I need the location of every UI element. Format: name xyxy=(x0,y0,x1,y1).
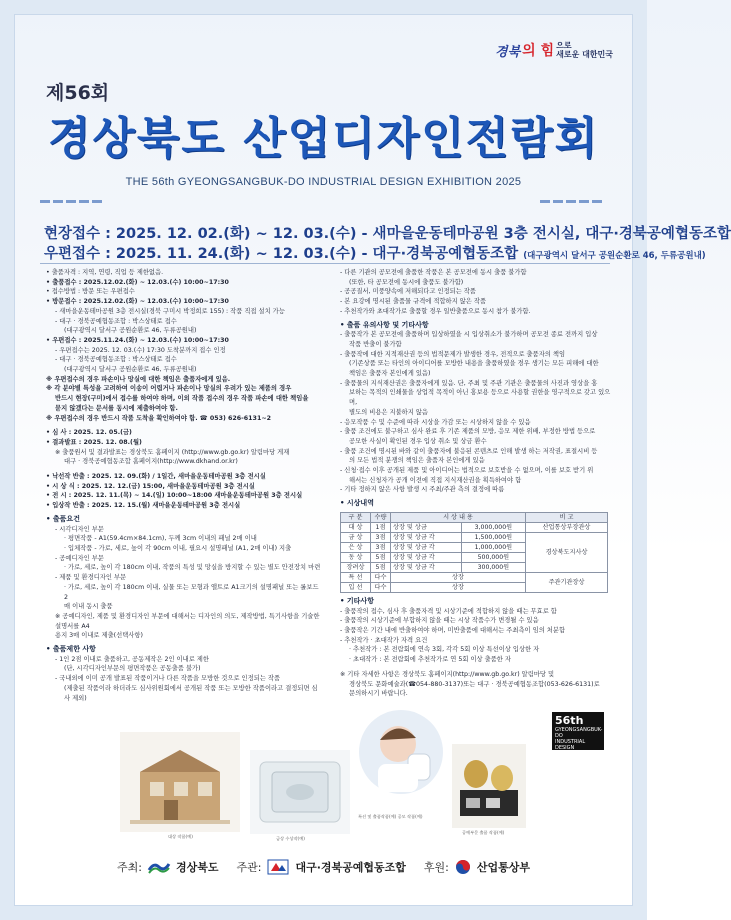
cell-qty: 3점 xyxy=(371,532,391,542)
cell-category: 입 선 xyxy=(341,582,371,592)
craft-size: · 가로, 세로, 높이 각 180cm 이내, 작품의 특성 및 망실을 방지할 수 있는 별도 안전장치 마련 xyxy=(64,564,321,572)
cell-amount: 500,000원 xyxy=(461,552,525,562)
post-deadline: - 우편접수는 2025. 12. 03.(수) 17:30 도착분까지 접수 인정 xyxy=(55,346,226,354)
glass-tray-photo xyxy=(250,750,350,834)
cell-category: 대 상 xyxy=(341,522,371,532)
photo-caption-1: 대상 작품(예) xyxy=(168,834,193,839)
visual-flat: · 평면작품 - A1(59.4cm×84.1cm), 두께 3cm 이내의 패널 2매 이내 xyxy=(64,535,257,543)
note-confirm: ※ 우편접수의 경우 반드시 작품 도착을 확인하여야 함. ☎ 053) 626-6131~2 xyxy=(46,414,271,422)
post-receipt xyxy=(44,242,706,263)
etc-1: - 출품작의 접수, 심사 후 출품자격 및 시상기준에 적합하지 않을 때는 무효로 함 xyxy=(340,607,557,615)
cell-qty: 5점 xyxy=(371,552,391,562)
product-size-2: 매 이내 동시 출품 xyxy=(64,603,113,611)
award-ceremony: • 시 상 식 : 2025. 12. 12.(금) 15:00, 새마을운동테마공원 3층 전시실 xyxy=(46,482,255,490)
organizer-label: 주관: xyxy=(236,861,262,874)
note-onsite-3: 묻지 않겠다는 문서를 동시에 제출하여야 함. xyxy=(55,404,178,412)
restrictions-heading: • 출품제한 사항 xyxy=(46,645,96,654)
product-size: · 가로, 세로, 높이 각 180cm 이내, 실물 또는 모형과 앨트로 A1크기의 설명패널 또는 롤보드 2 xyxy=(64,583,319,601)
cell-amount: 1,500,000원 xyxy=(461,532,525,542)
gyeongbuk-logo xyxy=(495,40,613,60)
cell-qty: 3점 xyxy=(371,542,391,552)
photo-caption-2: 금상 수상작(예) xyxy=(276,836,305,841)
note-1b: 작품 반출이 불가함 xyxy=(349,340,402,348)
post-receipt-detail: • 우편접수 : 2025.11.24.(화) ~ 12.03.(수) 10:00~17:30 xyxy=(46,336,229,344)
photo-caption-3: 특선 및 출품작품(예) 공모 작품(예) xyxy=(358,814,423,819)
host-group xyxy=(117,859,218,875)
note-7b: 해서는 신청자가 공개 이전에 직접 지식재산권을 획득하여야 함 xyxy=(349,476,522,484)
house-model-photo xyxy=(120,732,240,832)
note-7: - 신청·접수 이후 공개된 제품 및 아이디어는 법적으로 보호받을 수 없으며, 이를 보호 받기 위 xyxy=(340,467,594,475)
restriction-2-note: (제출된 작품이라 하더라도 심사위원회에서 공개된 작품 또는 모방한 작품이라고 결정되면 심사 제외) xyxy=(64,684,318,702)
gyeongbuk-emblem-icon xyxy=(148,860,170,874)
exhibition-period: • 전 시 : 2025. 12. 11.(목) ~ 14.(일) 10:00~18:00 새마을운동테마공원 3층 전시실 xyxy=(46,492,303,500)
note-3b: 보하는 목적의 인쇄물을 상업적 목적이 아닌 홍보용 등으로 사용할 권한을 영구적으로 갖고 있으며, xyxy=(349,389,611,407)
note-2b: (기존상품 또는 타인의 아이디어를 모방한 내용을 출품하였을 경우 생기는 모든 피해에 대한 xyxy=(349,360,599,368)
logo-line1: 으로 xyxy=(556,41,572,50)
awards-table xyxy=(340,512,608,593)
cell-qty: 다수 xyxy=(371,582,391,592)
etc-4b: · 초대작가 : 본 전람회에 추천작가로 연 5회 이상 출품한 자 xyxy=(349,656,511,664)
cooperative-logo-icon xyxy=(267,859,289,875)
etc-2: - 출품작의 시상기준에 부합하지 않을 때는 시상 작품수가 변경될 수 있음 xyxy=(340,617,539,625)
th-note: 비 고 xyxy=(526,512,608,522)
visit-place-1: - 새마을운동테마공원 3층 전시실(경북 구미시 박정희로 155) : 작품 직접 설치 가능 xyxy=(55,307,285,315)
cell-content: 상장 및 상금 각 xyxy=(391,552,462,562)
contact-1: ※ 기타 자세한 사항은 경상북도 홈페이지(http://www.gb.go.kr) 알림마당 및 xyxy=(340,670,555,678)
organizer-group xyxy=(236,859,405,875)
awards-table-header xyxy=(341,512,608,522)
post-place: - 대구 · 경북공예협동조합 : 박스상태로 접수 xyxy=(55,356,177,364)
divider xyxy=(40,263,610,264)
badge-number: 56th xyxy=(555,714,584,727)
submission-period: • 출품접수 : 2025.12.02.(화) ~ 12.03.(수) 10:00~17:30 xyxy=(46,278,229,286)
exhibition-title: 경상북도 산업디자인전람회 xyxy=(47,113,600,164)
cell-content: 상장 및 상금 각 xyxy=(391,562,462,572)
note-6b: 의 모든 법적 분쟁의 책임은 출품자 본인에게 있음 xyxy=(349,457,485,465)
visual-3d: · 입체작품 - 가로, 세로, 높이 각 90cm 이내, 필요시 설명패널 (A1, 2매 이내) 지출 xyxy=(64,544,292,552)
post-address: (대구광역시 달서구 공원순환로 46, 두류공원내) xyxy=(64,366,197,374)
restriction-3-note: (또한, 타 공모전에 동시에 출품도 불가함) xyxy=(349,278,464,286)
left-column xyxy=(46,268,321,703)
cell-amount: 1,000,000원 xyxy=(461,542,525,552)
restriction-6: - 추천작가와 초대작가로 출품할 경우 일반출품으로 동시 참가 불가함. xyxy=(340,307,531,315)
th-content: 시 상 내 용 xyxy=(391,512,526,522)
cell-amount: 3,000,000원 xyxy=(461,522,525,532)
etc-4: - 추천작가 · 초대작가 자격 요건 xyxy=(340,636,428,644)
cell-category: 금 상 xyxy=(341,532,371,542)
note-2c: 책임은 출품자 본인에게 있음) xyxy=(349,370,431,378)
rejected-return: • 낙선작 반출 : 2025. 12. 09.(화) / 1일간, 새마을운동테마공원 3층 전시실 xyxy=(46,473,266,481)
post-receipt-address: (대구광역시 달서구 공원순환로 46, 두류공원내) xyxy=(523,251,706,261)
description-note-1: ※ 공예디자인, 제품 및 환경디자인 부문에 대해서는 디자인의 의도, 제작방법, 특기사항을 기술한 설명서를 A4 xyxy=(55,612,320,630)
exhibition-subtitle-en: THE 56th GYEONGSANGBUK-DO INDUSTRIAL DESIGN EXHIBITION 2025 xyxy=(125,176,522,188)
visual-design: - 시각디자인 부문 xyxy=(55,525,104,533)
badge-line1: GYEONGSANGBUK-DO xyxy=(555,727,603,739)
edition-label: 제56회 xyxy=(46,82,110,104)
judging-date: • 심 사 : 2025. 12. 05.(금) xyxy=(46,429,132,437)
eligibility: • 출품자격 : 지역, 연령, 직업 등 제한없음. xyxy=(46,269,164,276)
logo-mark: 의 힘 xyxy=(522,43,555,59)
note-3: - 출품물의 지식재산권은 출품자에게 있음. 단, 주최 및 주관 기관은 출품물의 사진과 영상을 홍 xyxy=(340,379,598,387)
photo-caption-4: 공예부문 출품 작품(예) xyxy=(462,830,505,835)
cell-content: 상장 및 상금 xyxy=(391,522,462,532)
note-2: - 출품작에 대한 지적재산권 등의 법적문제가 발생한 경우, 전적으로 출품자의 책임 xyxy=(340,350,566,358)
cell-category: 장려상 xyxy=(341,562,371,572)
cell-note: 주관기관장상 xyxy=(526,572,608,592)
cell-content: 상장 xyxy=(391,582,526,592)
restriction-1-note: (단, 시각디자인부문의 평면작품은 공동출품 불가) xyxy=(64,665,201,673)
note-5b: 공모한 사실이 확인된 경우 입상 취소 및 상금 환수 xyxy=(349,437,487,445)
contact-3: 문의하시기 바랍니다. xyxy=(349,690,408,698)
result-date: • 결과발표 : 2025. 12. 08.(월) xyxy=(46,438,142,446)
table-row xyxy=(341,572,608,582)
cell-content: 상장 및 상금 각 xyxy=(391,542,462,552)
contact-2: 경상북도 문화예술과(☎054-880-3137)또는 대구 · 경북공예협동조합(053-626-6131)로 xyxy=(349,680,600,688)
cell-category: 특 선 xyxy=(341,572,371,582)
child-product-photo xyxy=(358,704,444,804)
logo-script: 경북 xyxy=(495,44,521,60)
sponsor-name: 산업통상부 xyxy=(476,861,530,874)
awards-heading: • 시상내역 xyxy=(340,499,374,508)
post-receipt-text: 우편접수 : 2025. 11. 24.(화) ~ 12. 03.(수) - 대구·경북공예협동조합 xyxy=(44,246,519,262)
craft-design: - 공예디자인 부문 xyxy=(55,554,104,562)
host-label: 주최: xyxy=(116,861,142,874)
product-design: - 제품 및 환경디자인 부문 xyxy=(55,574,127,582)
host-name: 경상북도 xyxy=(175,861,219,874)
craft-product-photo xyxy=(452,744,526,828)
logo-line2: 새로운 대한민국 xyxy=(556,50,613,59)
visit-receipt: • 방문접수 : 2025.12.02.(화) ~ 12.03.(수) 10:00~17:30 xyxy=(46,298,229,306)
cell-qty: 다수 xyxy=(371,572,391,582)
note-1: - 출품작가 본 공모전에 출품하며 입상하였을 시 입상취소가 불가하며 공모전 종료 전까지 입상 xyxy=(340,331,598,339)
etc-3: - 출품작은 기간 내에 반출하여야 하며, 미반출품에 대해서는 주최측이 임의 처분함 xyxy=(340,626,566,634)
cell-category: 동 상 xyxy=(341,552,371,562)
table-row xyxy=(341,532,608,542)
note-damage: ※ 우편접수의 경우 파손이나 망실에 대한 책임은 출품자에게 있음. xyxy=(46,375,231,383)
onsite-receipt: 현장접수 : 2025. 12. 02.(화) ~ 12. 03.(수) - 새마을운동테마공원 3층 전시실, 대구·경북공예협동조합 xyxy=(44,226,731,242)
result-note-2: 대구 · 경북공예협동조합 홈페이지(http://www.dkhand.or.kr) xyxy=(64,458,238,466)
decorative-dashes-right xyxy=(540,200,602,208)
footer xyxy=(0,845,647,889)
decorative-dashes-left xyxy=(40,200,102,208)
note-3c: 별도의 비용은 지불하지 않음 xyxy=(349,408,428,416)
cell-qty: 1점 xyxy=(371,522,391,532)
sponsor-label: 후원: xyxy=(423,861,449,874)
notes-heading: • 출품 유의사항 및 기타사항 xyxy=(340,320,429,329)
note-onsite-2: 반드시 현장(구미)에서 접수를 하여야 하며, 이외 작품 접수의 경우 작품 파손에 대한 책임을 xyxy=(55,395,309,403)
note-8: - 기타 정하지 않은 사항 발생 시 주최/주관 측의 결정에 따름 xyxy=(340,486,505,494)
badge-line2: INDUSTRIAL DESIGN xyxy=(555,739,586,751)
restriction-5: - 본 요강에 명시된 출품물 규격에 적합하지 않은 작품 xyxy=(340,298,487,306)
etc-4a: · 추천작가 : 본 전람회에 연속 3회, 각각 5회 이상 특선이상 입상한 자 xyxy=(349,646,540,654)
cell-note: 산업통상부장관상 xyxy=(526,522,608,532)
visit-place-2: - 대구 · 경북공예협동조합 : 박스상태로 접수 xyxy=(55,317,177,325)
cell-content: 상장 xyxy=(391,572,526,582)
note-6: - 출품 조건에 명시된 바와 같이 출품자에 불응된 콘텐츠로 인해 발생 하는 저작권, 표절시비 등 xyxy=(340,447,598,455)
etc-heading: • 기타사항 xyxy=(340,596,374,605)
cell-amount: 300,000원 xyxy=(461,562,525,572)
sample-photos xyxy=(0,732,647,842)
taegeuk-emblem-icon xyxy=(455,859,471,875)
th-qty: 수량 xyxy=(371,512,391,522)
organizer-name: 대구·경북공예협동조합 xyxy=(295,861,406,874)
cell-category: 은 상 xyxy=(341,542,371,552)
note-4: - 응모작품 수 및 수준에 따라 시상을 가감 또는 시상하지 않을 수 있음 xyxy=(340,418,531,426)
visit-address: (대구광역시 달서구 공원순환로 46, 두류공원내) xyxy=(64,327,197,335)
submission-method: • 접수방법 : 방문 또는 우편접수 xyxy=(46,288,135,296)
restriction-3: - 다른 기관의 공모전에 출품한 작품은 본 공모전에 동시 출품 불가함 xyxy=(340,269,527,276)
cell-qty: 5점 xyxy=(371,562,391,572)
restriction-2: - 국내외에 이미 공개 발표된 작품이거나 다른 작품을 모방한 것으로 인정되는 작품 xyxy=(55,675,281,683)
badge-line3: EXHIBITION xyxy=(555,751,584,757)
result-note-1: ※ 출품원서 및 결과발표는 경상북도 홈페이지 (http://www.gb.go.kr) 알림마당 게재 xyxy=(55,448,290,456)
right-column xyxy=(340,268,615,699)
th-category: 구 분 xyxy=(341,512,371,522)
cell-note: 경상북도지사상 xyxy=(526,532,608,572)
requirements-heading: • 출품요건 xyxy=(46,514,80,523)
sponsor-group xyxy=(424,859,530,875)
restriction-4: - 공공질서, 미풍양속에 저해되다고 인정되는 작품 xyxy=(340,288,476,296)
description-note-2: 용지 3매 이내로 제출(선택사항) xyxy=(55,632,143,640)
table-row xyxy=(341,522,608,532)
note-onsite-1: ※ 각 분야별 특성을 고려하여 이송이 어렵거나 파손이나 망실의 우려가 있는 제품의 경우 xyxy=(46,385,292,393)
restriction-1: - 1인 2점 이내로 출품하고, 공동제작은 2인 이내로 제한 xyxy=(55,655,209,663)
cell-content: 상장 및 상금 각 xyxy=(391,532,462,542)
winner-return: • 입상작 반출 : 2025. 12. 15.(월) 새마을운동테마공원 3층 전시실 xyxy=(46,502,241,510)
note-5: - 출품 조건에도 불구하고 심사 완료 후 기존 제품의 모방, 응모 제한 위배, 부정한 방법 등으로 xyxy=(340,428,596,436)
